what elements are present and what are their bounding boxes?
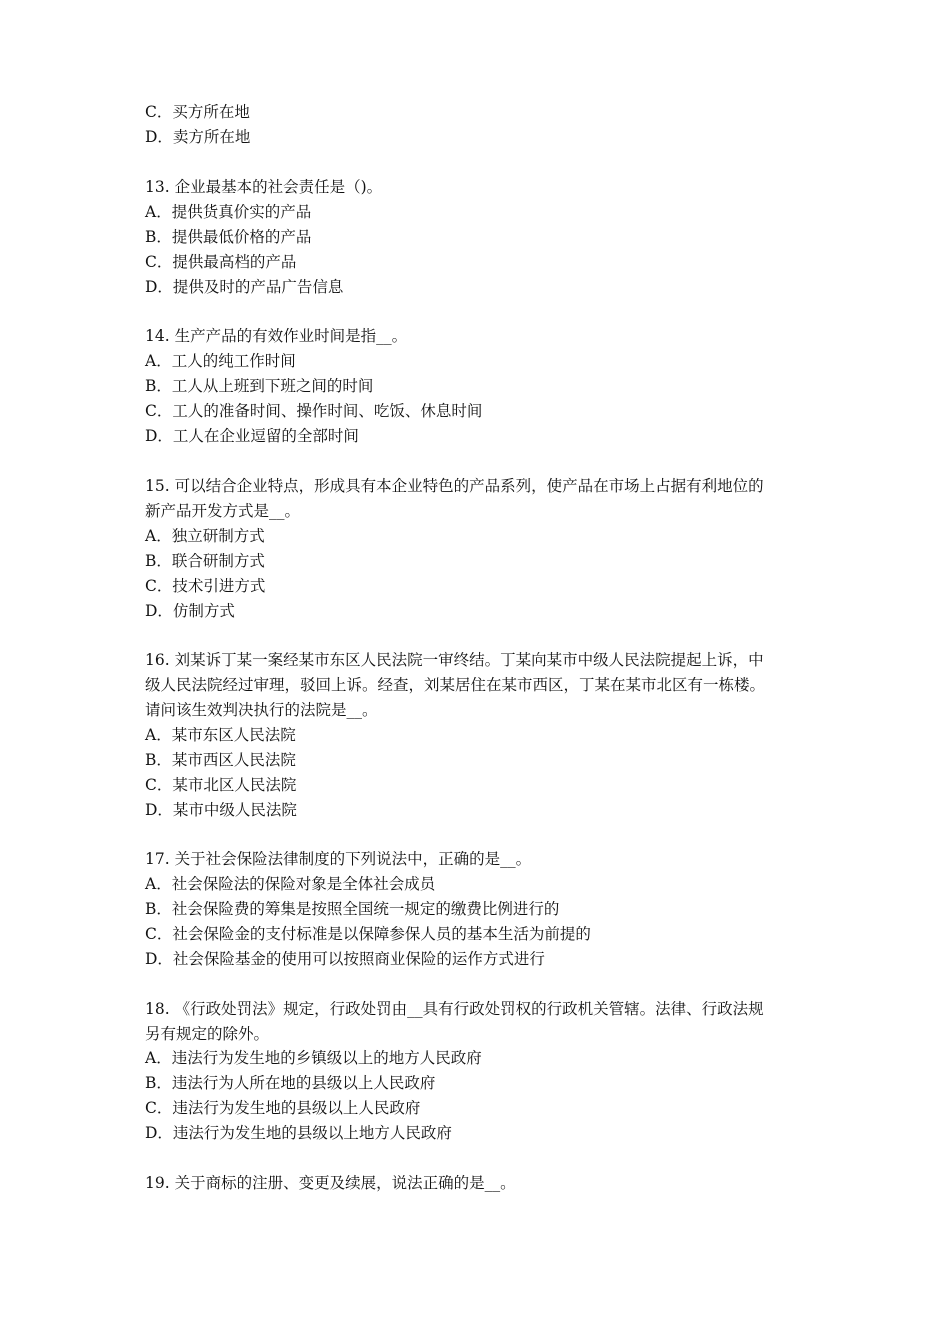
q17-stem: 17. 关于社会保险法律制度的下列说法中，正确的是__。 [145,850,532,868]
q17-option-a: A．社会保险法的保险对象是全体社会成员 [145,875,436,893]
q18-option-c: C．违法行为发生地的县级以上人民政府 [145,1099,421,1117]
q16-option-d: D．某市中级人民法院 [145,801,297,819]
q17-option-b: B．社会保险费的筹集是按照全国统一规定的缴费比例进行的 [145,900,560,918]
q18-stem-line-2: 另有规定的除外。 [145,1025,270,1043]
q16-option-c: C．某市北区人民法院 [145,776,297,794]
q15-stem-line-1: 15. 可以结合企业特点，形成具有本企业特色的产品系列，使产品在市场上占据有利地位的 [145,477,764,495]
q17-option-c: C．社会保险金的支付标准是以保障参保人员的基本生活为前提的 [145,925,591,943]
q16-stem-line-3: 请问该生效判决执行的法院是__。 [145,701,378,719]
q14-stem: 14. 生产产品的有效作业时间是指__。 [145,327,408,345]
q16-option-b: B．某市西区人民法院 [145,751,296,769]
q19-stem: 19. 关于商标的注册、变更及续展，说法正确的是__。 [145,1174,516,1192]
q15-option-b: B．联合研制方式 [145,552,265,570]
q15-option-c: C．技术引进方式 [145,577,266,595]
q18-stem-line-1: 18. 《行政处罚法》规定，行政处罚由__具有行政处罚权的行政机关管辖。法律、行政法规 [145,1000,764,1018]
q12-option-c: C．买方所在地 [145,103,250,121]
q15-option-d: D．仿制方式 [145,602,235,620]
q16-stem-line-2: 级人民法院经过审理，驳回上诉。经查，刘某居住在某市西区，丁某在某市北区有一栋楼。 [145,676,766,694]
q16-stem-line-1: 16. 刘某诉丁某一案经某市东区人民法院一审终结。丁某向某市中级人民法院提起上诉，中 [145,651,764,669]
q13-option-c: C．提供最高档的产品 [145,253,297,271]
q14-option-b: B．工人从上班到下班之间的时间 [145,377,374,395]
q18-option-a: A．违法行为发生地的乡镇级以上的地方人民政府 [145,1049,482,1067]
q15-option-a: A．独立研制方式 [145,527,265,545]
q14-option-a: A．工人的纯工作时间 [145,352,296,370]
q16-option-a: A．某市东区人民法院 [145,726,296,744]
q18-option-d: D．违法行为发生地的县级以上地方人民政府 [145,1124,452,1142]
q12-option-d: D．卖方所在地 [145,128,251,146]
q18-option-b: B．违法行为人所在地的县级以上人民政府 [145,1074,436,1092]
q15-stem-line-2: 新产品开发方式是__。 [145,502,301,520]
q13-option-d: D．提供及时的产品广告信息 [145,278,344,296]
q14-option-c: C．工人的准备时间、操作时间、吃饭、休息时间 [145,402,483,420]
q13-option-a: A．提供货真价实的产品 [145,203,312,221]
q14-option-d: D．工人在企业逗留的全部时间 [145,427,359,445]
q13-option-b: B．提供最低价格的产品 [145,228,312,246]
q17-option-d: D．社会保险基金的使用可以按照商业保险的运作方式进行 [145,950,545,968]
q13-stem: 13. 企业最基本的社会责任是（)。 [145,178,383,196]
